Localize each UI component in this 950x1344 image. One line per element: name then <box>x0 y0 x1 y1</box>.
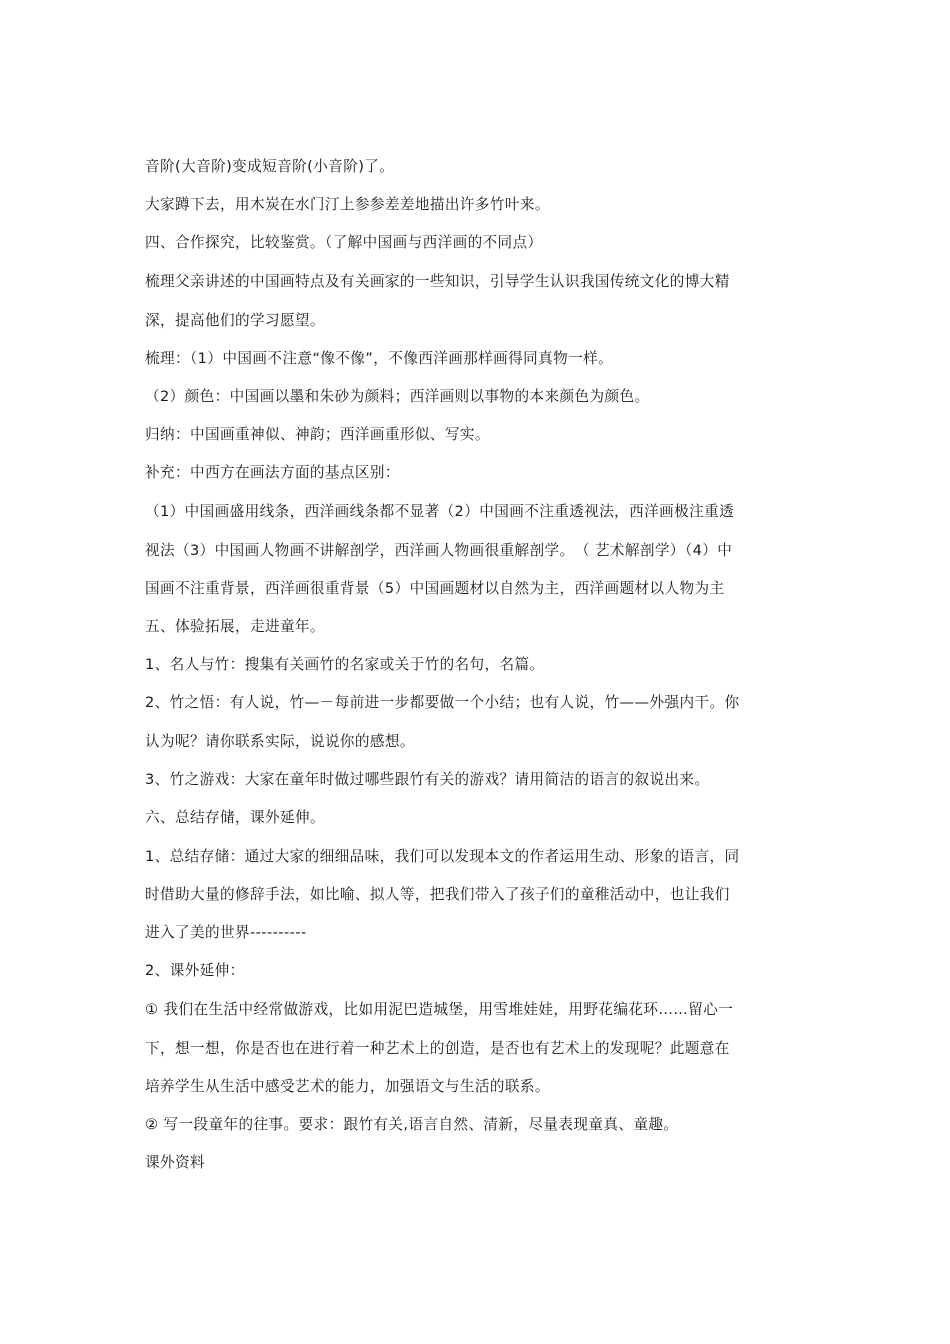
text-line: 国画不注重背景，西洋画很重背景（5）中国画题材以自然为主，西洋画题材以人物为主 <box>145 580 725 597</box>
text-line: 归纳：中国画重神似、神韵；西洋画重形似、写实。 <box>145 426 490 443</box>
text-line: （1）中国画盛用线条，西洋画线条都不显著（2）中国画不注重透视法，西洋画极注重透 <box>145 503 735 520</box>
text-line: ② 写一段童年的往事。要求：跟竹有关,语言自然、清新，尽量表现童真、童趣。 <box>145 1116 679 1133</box>
text-line: 下，想一想，你是否也在进行着一种艺术上的创造，是否也有艺术上的发现呢？此题意在 <box>145 1040 730 1057</box>
text-line: ① 我们在生活中经常做游戏，比如用泥巴造城堡，用雪堆娃娃，用野花编花环……留心一 <box>145 1001 734 1018</box>
section-heading: 五、体验拓展，走进童年。 <box>145 618 325 635</box>
text-line: 课外资料 <box>145 1154 205 1171</box>
text-line: 1、名人与竹：搜集有关画竹的名家或关于竹的名句，名篇。 <box>145 656 545 673</box>
text-line: 2、课外延伸： <box>145 962 245 979</box>
text-line: 梳理：（1）中国画不注意“像不像”，不像西洋画那样画得同真物一样。 <box>145 350 614 367</box>
text-line: 大家蹲下去，用木炭在水门汀上参参差差地描出许多竹叶来。 <box>145 196 550 213</box>
section-heading: 四、合作探究，比较鉴赏。（了解中国画与西洋画的不同点） <box>145 234 543 251</box>
text-line: 培养学生从生活中感受艺术的能力，加强语文与生活的联系。 <box>145 1078 550 1095</box>
text-line: 3、竹之游戏：大家在童年时做过哪些跟竹有关的游戏？请用简洁的语言的叙说出来。 <box>145 771 710 788</box>
text-line: 深，提高他们的学习愿望。 <box>145 312 325 329</box>
text-line: 1、总结存储：通过大家的细细品味，我们可以发现本文的作者运用生动、形象的语言，同 <box>145 848 740 865</box>
text-line: 认为呢？请你联系实际，说说你的感想。 <box>145 733 415 750</box>
text-line: （2）颜色：中国画以墨和朱砂为颜料；西洋画则以事物的本来颜色为颜色。 <box>145 388 650 405</box>
section-heading: 六、总结存储，课外延伸。 <box>145 809 325 826</box>
text-line: 音阶(大音阶)变成短音阶(小音阶)了。 <box>145 158 395 175</box>
text-line: 补充：中西方在画法方面的基点区别： <box>145 464 400 481</box>
text-line: 梳理父亲讲述的中国画特点及有关画家的一些知识，引导学生认识我国传统文化的博大精 <box>145 273 730 290</box>
text-line: 进入了美的世界---------- <box>145 924 307 941</box>
text-line: 视法（3）中国画人物画不讲解剖学，西洋画人物画很重解剖学。 （ 艺术解剖学）（4）中 <box>145 542 733 559</box>
text-line: 2、竹之悟：有人说，竹—－每前进一步都要做一个小结；也有人说，竹——外强内干。你 <box>145 694 740 711</box>
text-line: 时借助大量的修辞手法，如比喻、拟人等，把我们带入了孩子们的童稚活动中，也让我们 <box>145 886 730 903</box>
